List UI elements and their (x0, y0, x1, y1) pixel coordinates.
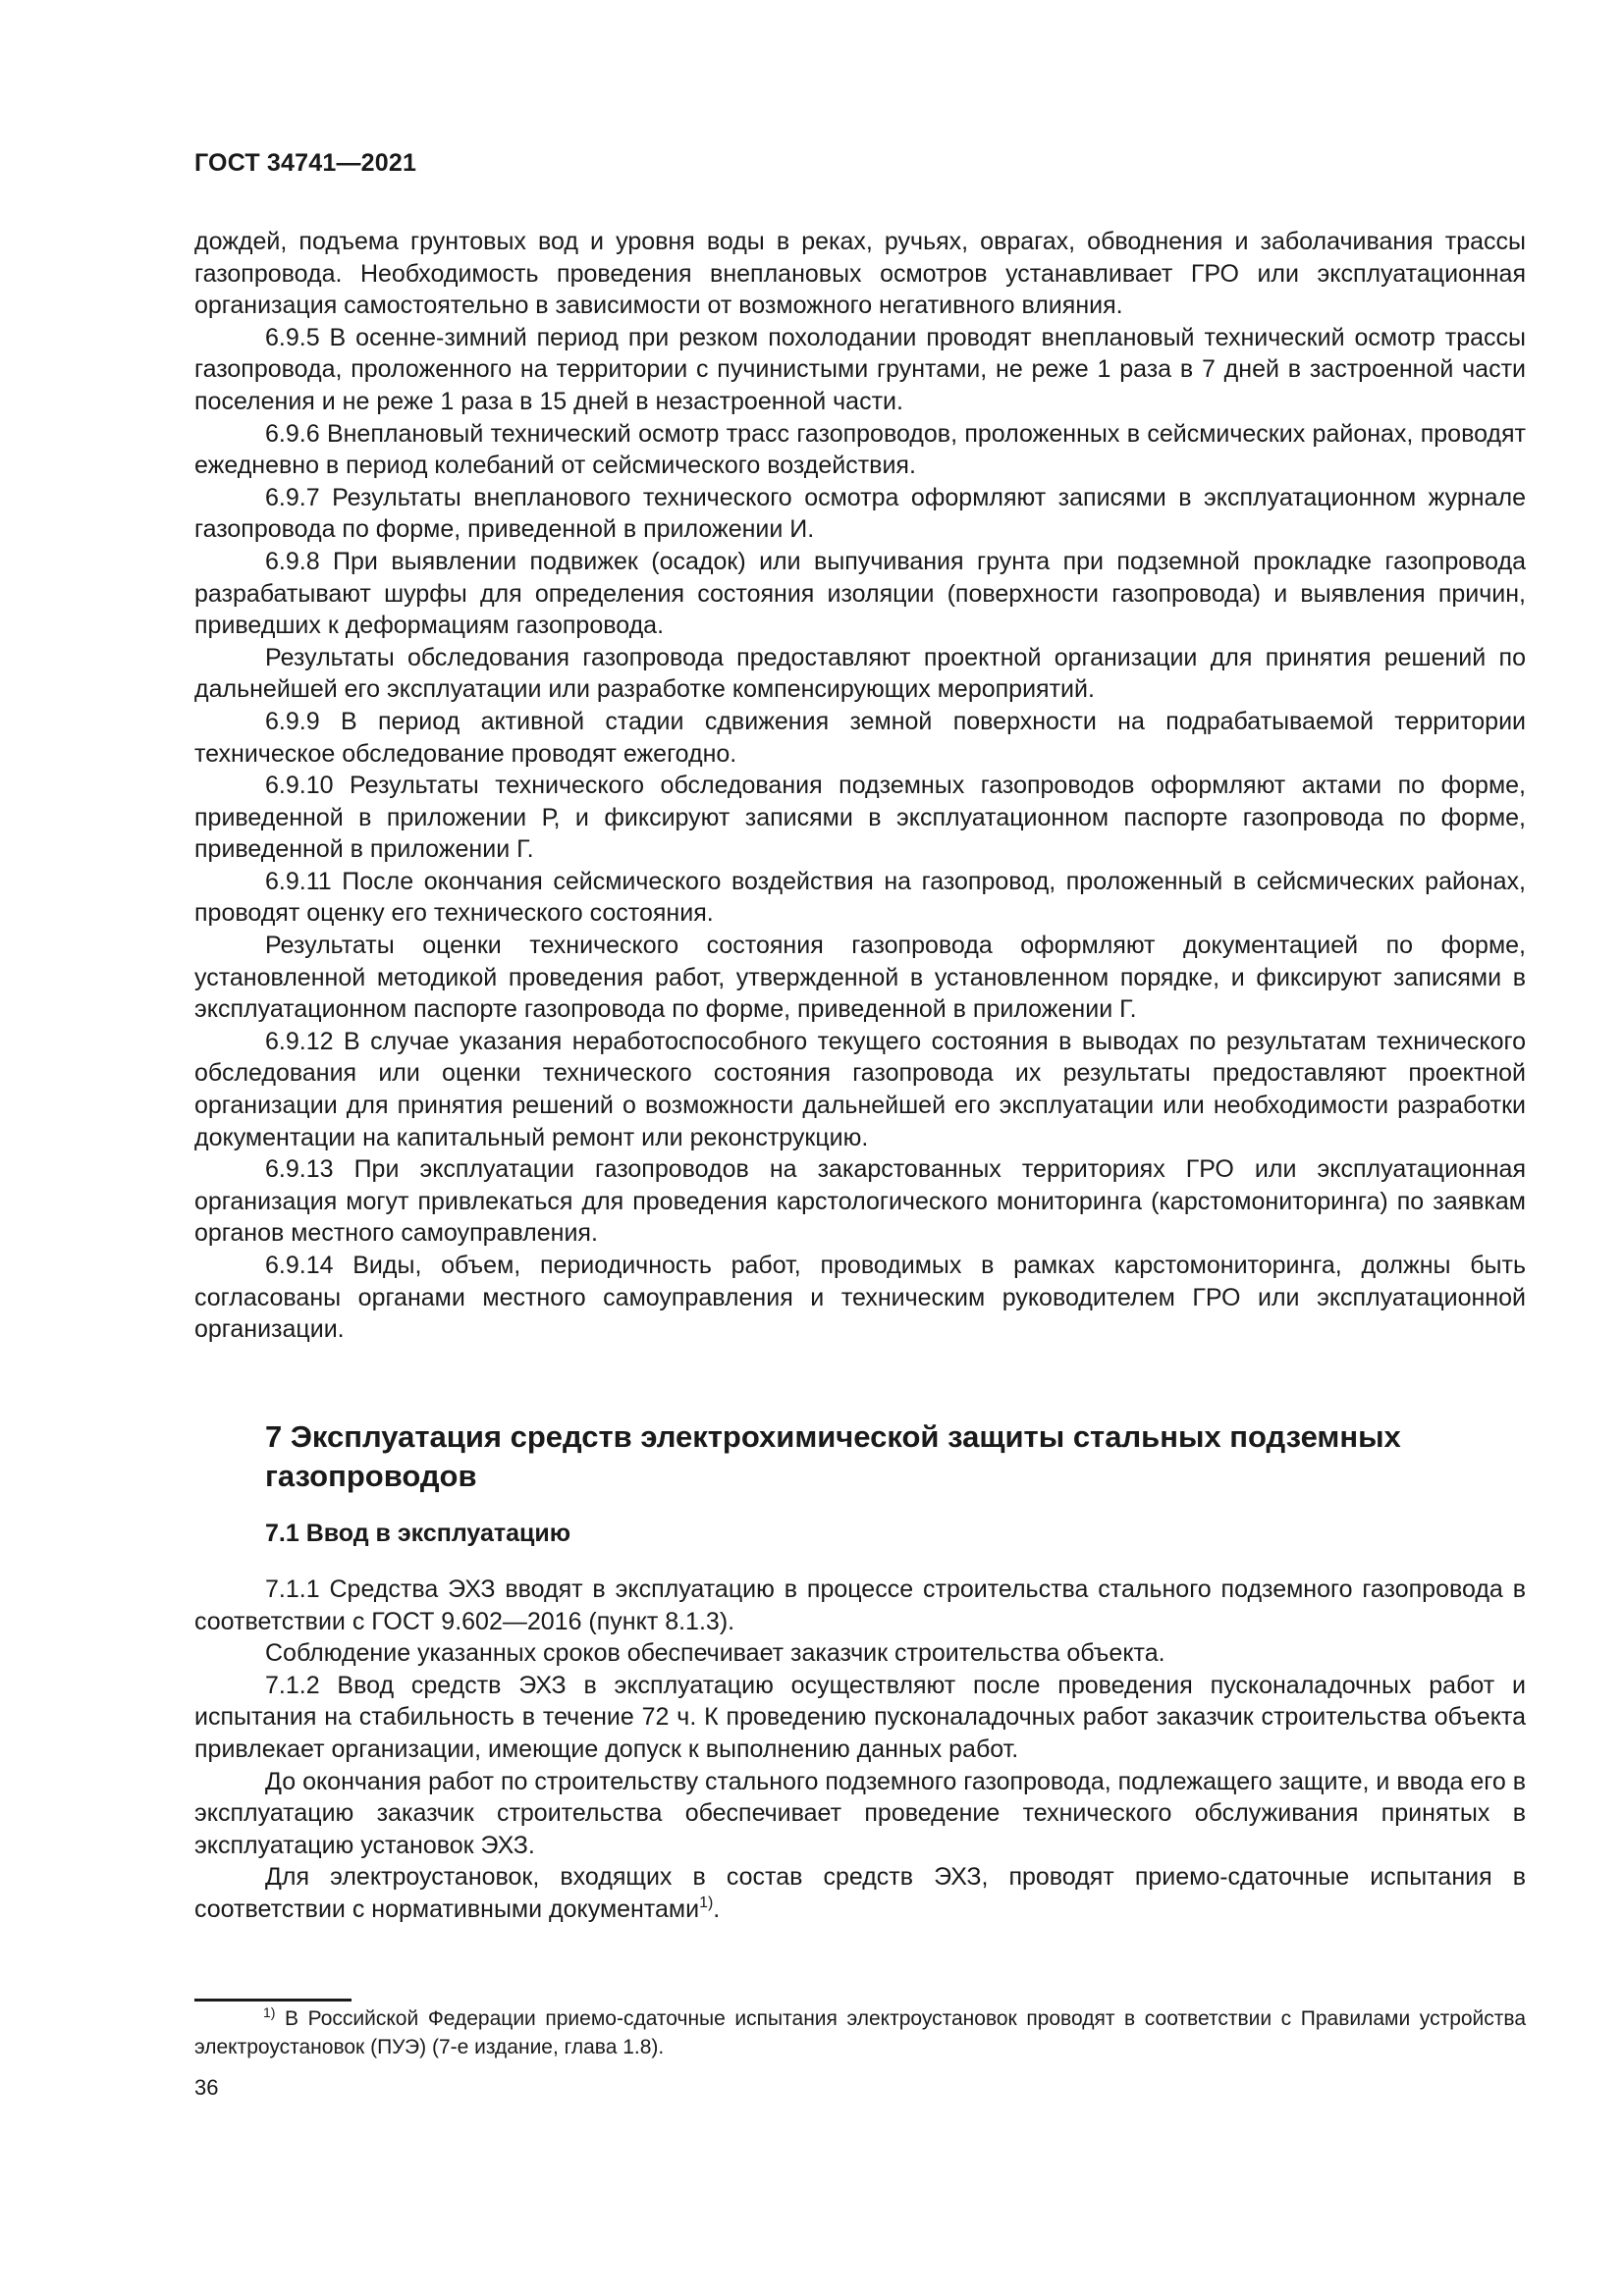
paragraph-7-1-2: 7.1.2 Ввод средств ЭХЗ в эксплуатацию осуществляют после проведения пусконаладочных работ и испытания на стабильность в течение 72 ч. К проведению пусконаладочных работ заказчик строительства объекта привлекает организации, имеющие допуск к выполнению данных работ. (194, 1671, 1526, 1763)
body-text-section-7-1 (194, 1574, 1526, 1926)
footnote-text: В Российской Федерации приемо-сдаточные испытания электроустановок проводят в соответствии с Правилами устройства электроустановок (ПУЭ) (7-е издание, глава 1.8). (194, 2007, 1526, 2058)
paragraph-6-9-6: 6.9.6 Внеплановый технический осмотр трасс газопроводов, проложенных в сейсмических районах, проводят ежедневно в период колебаний от сейсмического воздействия. (194, 419, 1526, 480)
paragraph-6-9-8-results: Результаты обследования газопровода предоставляют проектной организации для принятия решений по дальнейшей его эксплуатации или разработке компенсирующих мероприятий. (194, 643, 1526, 704)
paragraph-7-1-1-deadlines: Соблюдение указанных сроков обеспечивает заказчик строительства объекта. (265, 1639, 1165, 1668)
paragraph-continuation: дождей, подъема грунтовых вод и уровня воды в реках, ручьях, оврагах, обводнения и заболачивания трассы газопровода. Необходимость проведения внеплановых осмотров устанавливает ГРО или эксплуатационная организация самостоятельно в зависимости от возможного негативного влияния. (194, 228, 1526, 320)
footnote (194, 2004, 1526, 2061)
footnote-divider (194, 1999, 352, 2002)
paragraph-7-1-2-maintenance: До окончания работ по строительству стального подземного газопровода, подлежащего защите, и ввода его в эксплуатацию заказчик строительства обеспечивает проведение технического обслуживания принятых в эксплуатацию установок ЭХЗ. (194, 1767, 1526, 1859)
page-header-doc-id: ГОСТ 34741—2021 (194, 149, 417, 177)
paragraph-7-1-2-tests (194, 1861, 1526, 1925)
paragraph-6-9-9: 6.9.9 В период активной стадии сдвижения земной поверхности на подрабатываемой территории техническое обследование проводят ежегодно. (194, 707, 1526, 768)
subsection-7-1-title: 7.1 Ввод в эксплуатацию (265, 1520, 571, 1547)
footnote-reference-marker[interactable]: 1) (699, 1894, 714, 1911)
paragraph-end-period: . (713, 1895, 721, 1923)
paragraph-6-9-10: 6.9.10 Результаты технического обследования подземных газопроводов оформляют актами по форме, приведенной в приложении Р, и фиксируют записями в эксплуатационном паспорте газопровода по форме, приведенной в приложении Г. (194, 772, 1526, 864)
paragraph-6-9-11: 6.9.11 После окончания сейсмического воздействия на газопровод, проложенный в сейсмических районах, проводят оценку его технического состояния. (194, 867, 1526, 928)
footnote-marker: 1) (263, 2004, 276, 2020)
paragraph-6-9-12: 6.9.12 В случае указания неработоспособного текущего состояния в выводах по результатам технического обследования или оценки технического состояния газопровода их результаты предоставляют проектной организации для принятия решений о возможности дальнейшей его эксплуатации или необходимости разработки документации на капитальный ремонт или реконструкцию. (194, 1027, 1526, 1151)
paragraph-6-9-11-results: Результаты оценки технического состояния газопровода оформляют документацией по форме, установленной методикой проведения работ, утвержденной в установленном порядке, и фиксируют записями в эксплуатационном паспорте газопровода по форме, приведенной в приложении Г. (194, 932, 1526, 1024)
paragraph-7-1-2-tests-text: Для электроустановок, входящих в состав средств ЭХЗ, проводят приемо-сдаточные испытания в соответствии с нормативными документами (194, 1863, 1526, 1923)
paragraph-6-9-7: 6.9.7 Результаты внепланового технического осмотра оформляют записями в эксплуатационном журнале газопровода по форме, приведенной в приложении И. (194, 483, 1526, 544)
paragraph-6-9-8: 6.9.8 При выявлении подвижек (осадок) или выпучивания грунта при подземной прокладке газопровода разрабатывают шурфы для определения состояния изоляции (поверхности газопровода) и выявления причин, приведших к деформациям газопровода. (194, 547, 1526, 640)
paragraph-6-9-13: 6.9.13 При эксплуатации газопроводов на закарстованных территориях ГРО или эксплуатационная организация могут привлекаться для проведения карстологического мониторинга (карстомониторинга) по заявкам органов местного самоуправления. (194, 1155, 1526, 1248)
page-number: 36 (194, 2075, 219, 2100)
paragraph-6-9-14: 6.9.14 Виды, объем, периодичность работ, проводимых в рамках карстомониторинга, должны быть согласованы органами местного самоуправления и техническим руководителем ГРО или эксплуатационной организации. (194, 1252, 1526, 1344)
section-7-title: 7 Эксплуатация средств электрохимической защиты стальных подземных газопроводов (265, 1419, 1401, 1493)
paragraph-7-1-1: 7.1.1 Средства ЭХЗ вводят в эксплуатацию в процессе строительства стального подземного газопровода в соответствии с ГОСТ 9.602—2016 (пункт 8.1.3). (194, 1575, 1526, 1635)
paragraph-6-9-5: 6.9.5 В осенне-зимний период при резком похолодании проводят внеплановый технический осмотр трассы газопровода, проложенного на территории с пучинистыми грунтами, не реже 1 раза в 7 дней в застроенной части поселения и не реже 1 раза в 15 дней в незастроенной части. (194, 323, 1526, 415)
body-text-section-6-9 (194, 226, 1526, 1346)
